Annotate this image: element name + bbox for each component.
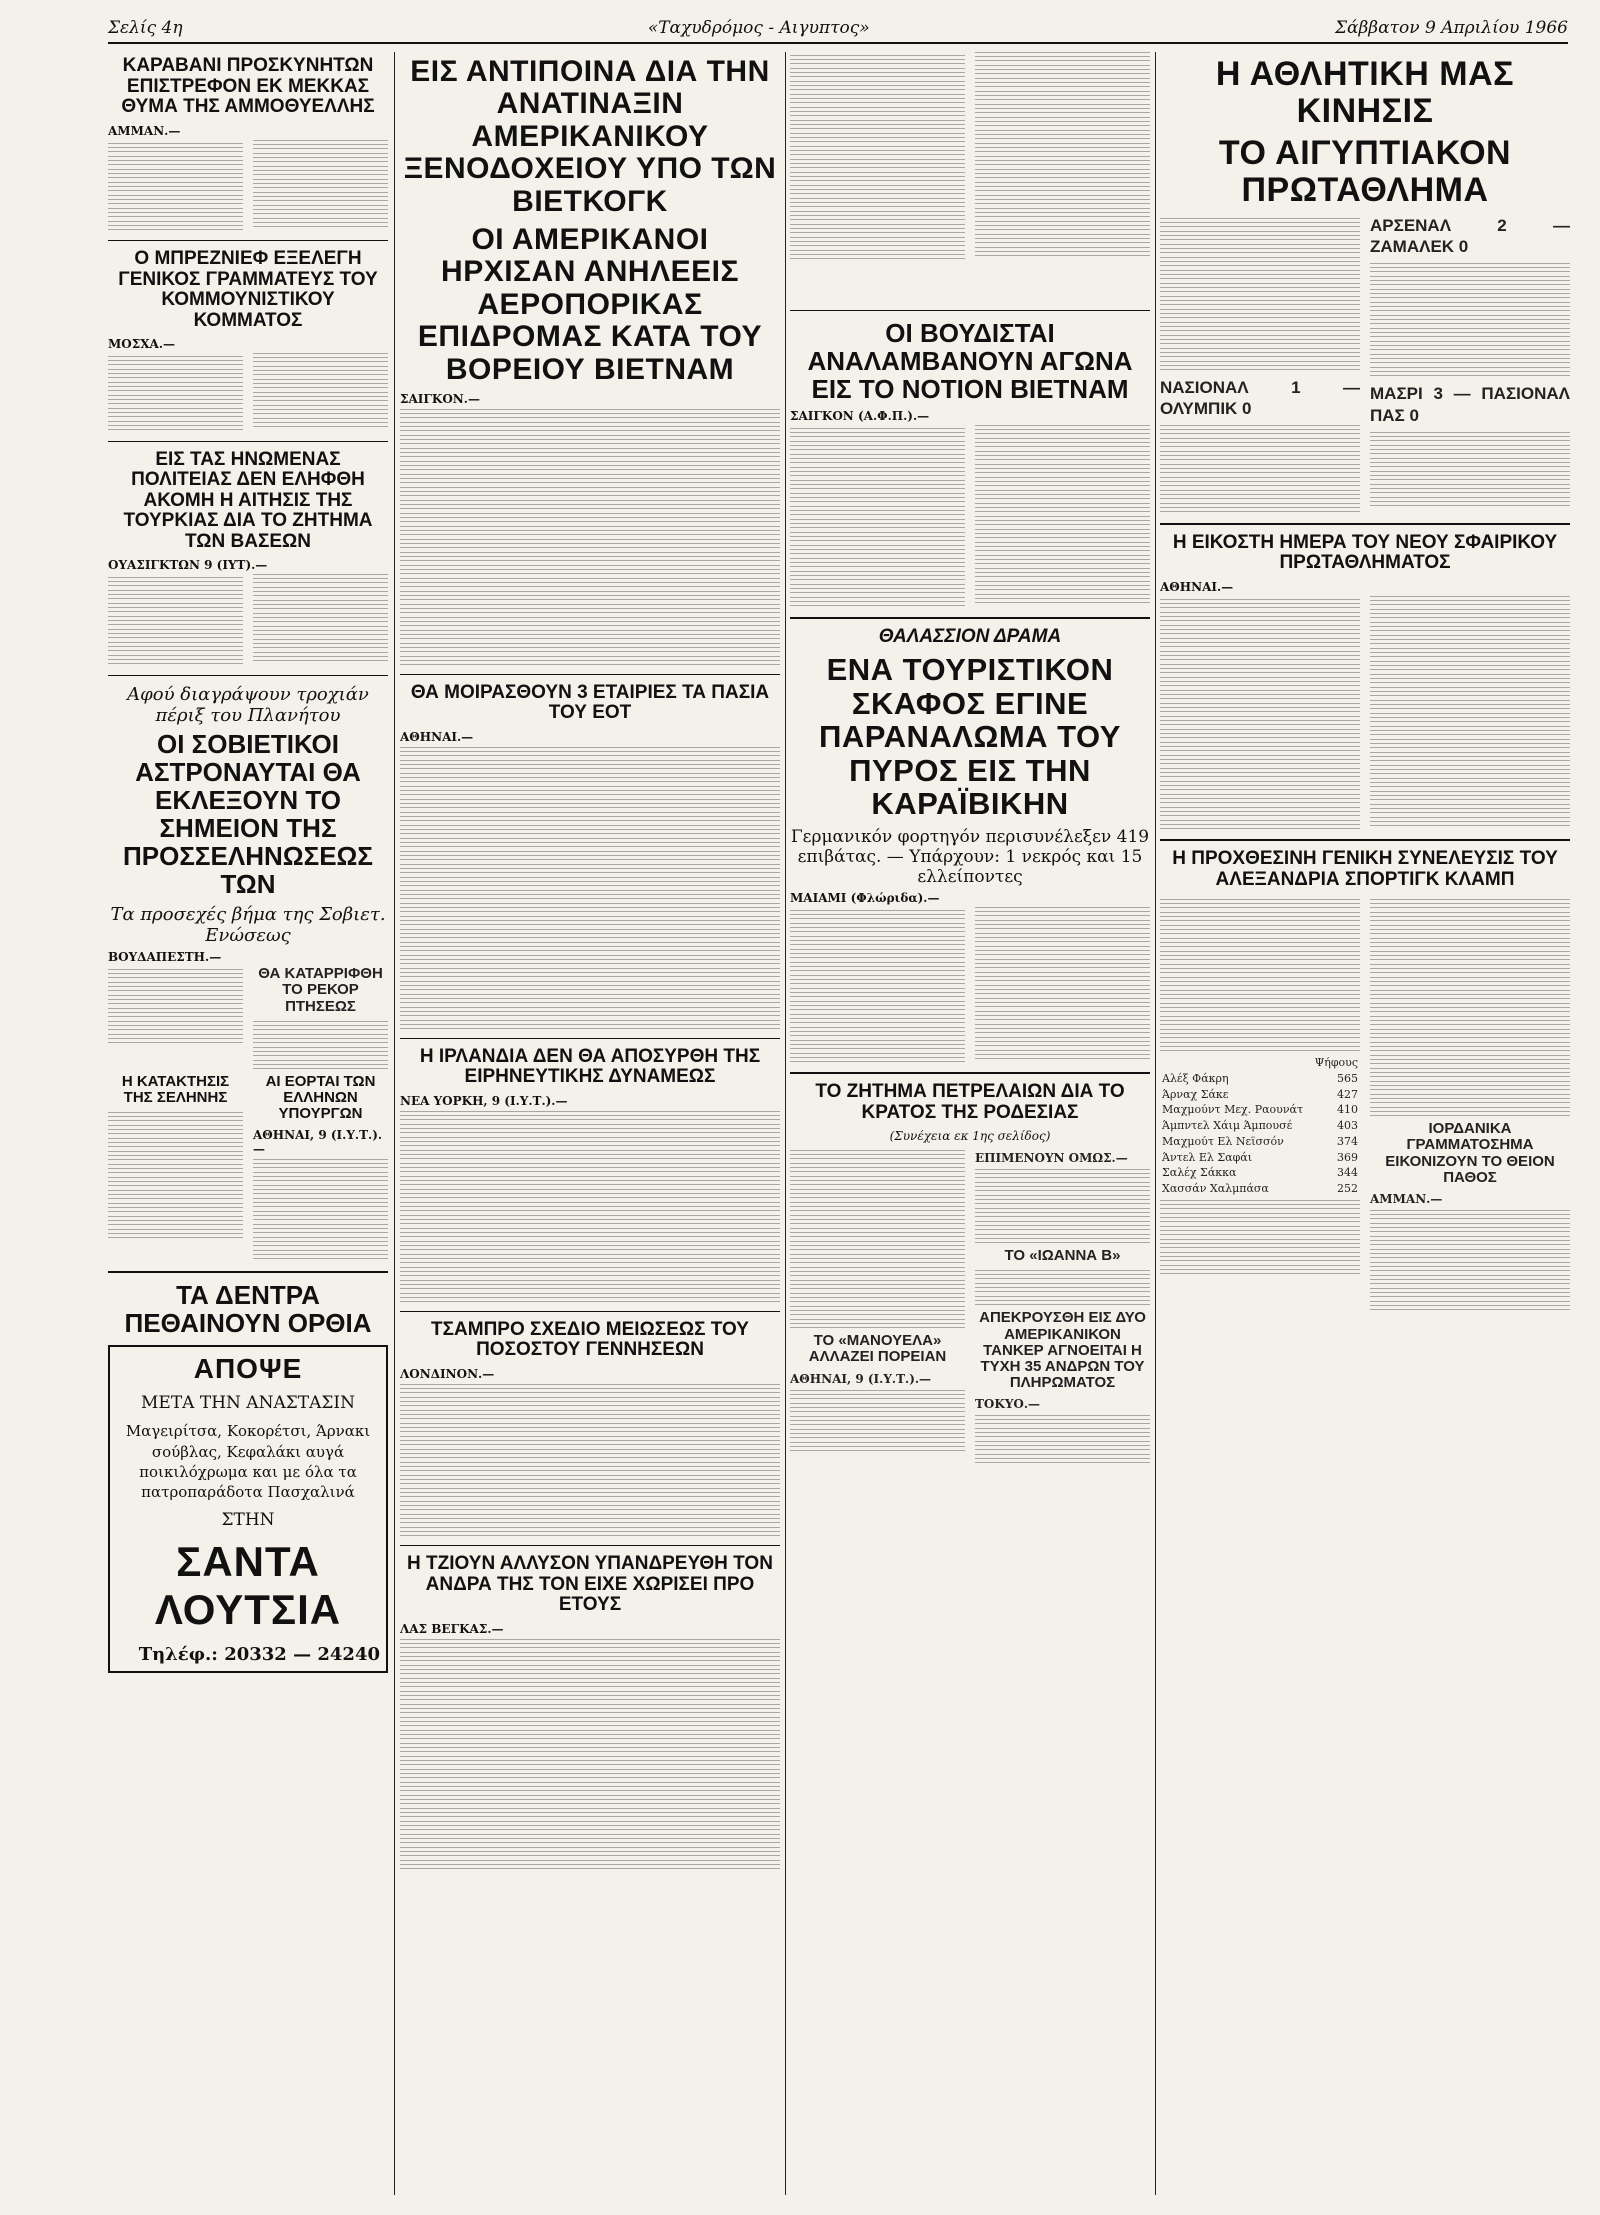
issue-date: Σάββατον 9 Απριλίου 1966	[1334, 18, 1568, 38]
dateline: ΛΟΝΔΙΝΟΝ.—	[400, 1367, 495, 1381]
article-body	[1160, 896, 1360, 1314]
small-headline: Η ΚΑΤΑΚΤΗΣΙΣ ΤΗΣ ΣΕΛΗΝΗΣ	[121, 1072, 230, 1106]
dateline: ΕΠΙΜΕΝΟΥΝ ΟΜΩΣ.—	[975, 1151, 1128, 1166]
dateline: ΑΘΗΝΑΙ.—	[1160, 579, 1234, 594]
article-body	[108, 574, 388, 667]
dateline: ΑΘΗΝΑΙ, 9 (Ι.Υ.Τ.).—	[253, 1128, 383, 1157]
article-body	[400, 1384, 780, 1537]
headline-turkey: ΕΙΣ ΤΑΣ ΗΝΩΜΕΝΑΣ ΠΟΛΙΤΕΙΑΣ ΔΕΝ ΕΛΗΦΘΗ ΑΚΟΜΗ Η ΑΙΤΗΣΙΣ ΤΗΣ ΤΟΥΡΚΙΑΣ ΔΙΑ ΤΟ ΖΗΤΗΜΑ ΤΩΝ ΒΑΣΕΩΝ	[123, 448, 373, 552]
table-row: Αλέξ Φάκρη 565	[1162, 1071, 1358, 1085]
small-headline: ΑΠΕΚΡΟΥΣΘΗ ΕΙΣ ΔΥΟ ΑΜΕΡΙΚΑΝΙΚΟΝ ΤΑΝΚΕΡ ΑΓΝΟΕΙΤΑΙ Η ΤΥΧΗ 35 ΑΝΔΡΩΝ ΤΟΥ ΠΛΗΡΩΜΑΤΟΣ	[979, 1309, 1146, 1392]
column-4	[1160, 52, 1570, 2195]
dateline: ΣΑΙΓΚΟΝ (Α.Φ.Π.).—	[790, 409, 930, 424]
headline-eot: ΘΑ ΜΟΙΡΑΣΘΟΥΝ 3 ΕΤΑΙΡΙΕΣ ΤΑ ΠΑΣΙΑ ΤΟΥ ΕΟΤ	[410, 681, 770, 724]
match-score: ΑΡΣΕΝΑΛ 2 — ΖΑΜΑΛΕΚ 0	[1370, 215, 1570, 257]
headline-sporting-club: Η ΠΡΟΧΘΕΣΙΝΗ ΓΕΝΙΚΗ ΣΥΝΕΛΕΥΣΙΣ ΤΟΥ ΑΛΕΞΑΝΔΡΙΑ ΣΠΟΡΤΙΓΚ ΚΛΑΜΠ	[1172, 848, 1558, 890]
headline-reprisals: ΕΙΣ ΑΝΤΙΠΟΙΝΑ ΔΙΑ ΤΗΝ ΑΝΑΤΙΝΑΞΙΝ ΑΜΕΡΙΚΑΝΙΚΟΥ ΞΕΝΟΔΟΧΕΙΟΥ ΥΠΟ ΤΩΝ ΒΙΕΤΚΟΓΚ	[403, 55, 777, 218]
table-row: Σαλέχ Σάκκα 344	[1162, 1166, 1358, 1180]
article-body	[790, 1147, 965, 1467]
table-row: Άντελ Ελ Σαφάι 369	[1162, 1150, 1358, 1164]
article-body	[108, 140, 388, 233]
small-headline: ΤΟ «ΙΩΑΝΝΑ Β»	[1004, 1247, 1121, 1265]
article-body	[108, 353, 388, 433]
subhead-astronauts: Τα προσεχές βήμα της Σοβιετ. Ενώσεως	[110, 904, 386, 947]
dateline: ΤΟΚΥΟ.—	[975, 1397, 1041, 1412]
votes-header: Ψήφους	[1314, 1056, 1358, 1070]
article-body	[400, 747, 780, 1030]
column-rule	[1155, 52, 1156, 2195]
ad-name: ΣΑΝΤΑ ΛΟΥΤΣΙΑ	[154, 1538, 342, 1634]
paper-name: «Ταχυδρόμος - Αιγυπτος»	[647, 18, 870, 38]
kicker-astronauts: Αφού διαγράψουν τροχιάν πέριξ του Πλανήτου	[127, 683, 369, 726]
headline-air-raids: ΟΙ ΑΜΕΡΙΚΑΝΟΙ ΗΡΧΙΣΑΝ ΑΝΗΛΕΕΙΣ ΑΕΡΟΠΟΡΙΚΑΣ ΕΠΙΔΡΟΜΑΣ ΚΑΤΑ ΤΟΥ ΒΟΡΕΙΟΥ ΒΙΕΤΝΑΜ	[417, 222, 763, 386]
dateline: ΑΘΗΝΑΙ.—	[400, 729, 474, 744]
ad-title: ΑΠΟΨΕ	[193, 1353, 303, 1385]
dateline: ΑΘΗΝΑΙ, 9 (Ι.Υ.Τ.).—	[790, 1371, 932, 1386]
subhead-ship-fire: Γερμανικόν φορτηγόν περισυνέλεξεν 419 επιβάτας. — Υπάρχουν: 1 νεκρός και 15 ελλείποντες	[790, 826, 1150, 887]
headline-rhodesia: ΤΟ ΖΗΤΗΜΑ ΠΕΤΡΕΛΑΙΩΝ ΔΙΑ ΤΟ ΚΡΑΤΟΣ ΤΗΣ ΡΟΔΕΣΙΑΣ	[815, 1081, 1125, 1123]
article-body	[790, 907, 1150, 1065]
article-body	[1370, 896, 1570, 1314]
article-body	[975, 1147, 1150, 1467]
article-body	[253, 1159, 388, 1260]
article-body	[400, 409, 780, 666]
headline-brezhnev: Ο ΜΠΡΕΖΝΙΕΦ ΕΞΕΛΕΓΗ ΓΕΝΙΚΟΣ ΓΡΑΜΜΑΤΕΥΣ ΤΟΥ ΚΟΜΜΟΥΝΙΣΤΙΚΟΥ ΚΟΜΜΑΤΟΣ	[118, 248, 378, 331]
table-row: Μαχμούντ Μεχ. Ραουνάτ 410	[1162, 1103, 1358, 1117]
small-headline: ΙΟΡΔΑΝΙΚΑ ΓΡΑΜΜΑΤΟΣΗΜΑ ΕΙΚΟΝΙΖΟΥΝ ΤΟ ΘΕΙΟΝ ΠΑΘΟΣ	[1385, 1120, 1555, 1186]
dateline: ΑΜΜΑΝ.—	[1370, 1191, 1443, 1206]
small-headline: ΑΙ ΕΟΡΤΑΙ ΤΩΝ ΕΛΛΗΝΩΝ ΥΠΟΥΡΓΩΝ	[265, 1072, 376, 1123]
dateline: ΛΑΣ ΒΕΓΚΑΣ.—	[400, 1621, 504, 1636]
table-row: Μαχμούτ Ελ Νεϊσσόν 374	[1162, 1134, 1358, 1148]
headline-june-allyson: Η ΤΖΙΟΥΝ ΑΛΛΥΣΟΝ ΥΠΑΝΔΡΕΥΘΗ ΤΟΝ ΑΝΔΡΑ ΤΗΣ ΤΟΝ ΕΙΧΕ ΧΩΡΙΣΕΙ ΠΡΟ ΕΤΟΥΣ	[407, 1553, 773, 1616]
match-score: ΜΑΣΡΙ 3 — ΠΑΣΙΟΝΑΛ ΠΑΣ 0	[1370, 384, 1570, 425]
article-body	[108, 966, 388, 1070]
dateline: ΟΥΑΣΙΓΚΤΩΝ 9 (ΙΥΤ).—	[108, 558, 268, 573]
kicker-sea-drama: ΘΑΛΑΣΣΙΟΝ ΔΡΑΜΑ	[878, 625, 1062, 647]
headline-sports: Η ΑΘΛΗΤΙΚΗ ΜΑΣ ΚΙΝΗΣΙΣ	[1215, 55, 1515, 130]
article-body	[1160, 215, 1570, 515]
column-rule	[785, 52, 786, 2195]
dateline: ΜΑΙΑΜΙ (Φλώριδα).—	[790, 890, 940, 905]
table-row: Χασσάν Χαλμπάσα 252	[1162, 1182, 1358, 1196]
article-body	[108, 1112, 243, 1239]
article-body	[790, 425, 1150, 609]
ad-line: Μαγειρίτσα, Κοκορέτσι, Άρνακι σούβλας, Κεφαλάκι αυγά ποικιλόχρωμα και με όλα τα πατροπαράδοτα Πασχαλινά	[125, 1422, 371, 1502]
column-1	[108, 52, 388, 2195]
headline-caravan: ΚΑΡΑΒΑΝΙ ΠΡΟΣΚΥΝΗΤΩΝ ΕΠΙΣΤΡΕΦΟΝ ΕΚ ΜΕΚΚΑΣ ΘΥΜΑ ΤΗΣ ΑΜΜΟΘΥΕΛΛΗΣ	[121, 55, 375, 118]
masthead	[108, 14, 1568, 44]
page-label: Σελίς 4η	[108, 18, 183, 38]
table-row: Άρναχ Σάκε 427	[1162, 1087, 1358, 1101]
headline-egyptian-league: ΤΟ ΑΙΓΥΠΤΙΑΚΟΝ ΠΡΩΤΑΘΛΗΜΑ	[1218, 134, 1512, 210]
dateline: ΑΜΜΑΝ.—	[108, 123, 181, 138]
headline-greek-league: Η ΕΙΚΟΣΤΗ ΗΜΕΡΑ ΤΟΥ ΝΕΟΥ ΣΦΑΙΡΙΚΟΥ ΠΡΩΤΑΘΛΗΜΑΤΟΣ	[1172, 531, 1558, 574]
article-body	[790, 52, 1150, 302]
column-rule	[394, 52, 395, 2195]
dateline: ΣΑΙΓΚΟΝ.—	[400, 391, 480, 406]
table-row: Άμπντελ Χάιμ Άμπουσέ 403	[1162, 1119, 1358, 1133]
dateline: ΒΟΥΔΑΠΕΣΤΗ.—	[108, 950, 222, 965]
match-score: ΝΑΣΙΟΝΑΛ 1 — ΟΛΥΜΠΙΚ 0	[1160, 377, 1360, 419]
column-3	[790, 52, 1150, 2195]
banner-trees: ΤΑ ΔΕΝΤΡΑ ΠΕΘΑΙΝΟΥΝ ΟΡΘΙΑ	[124, 1280, 372, 1339]
small-headline: ΤΟ «ΜΑΝΟΥΕΛΑ» ΑΛΛΑΖΕΙ ΠΟΡΕΙΑΝ	[808, 1332, 947, 1366]
article-body	[400, 1111, 780, 1303]
headline-buddhists: ΟΙ ΒΟΥΔΙΣΤΑΙ ΑΝΑΛΑΜΒΑΝΟΥΝ ΑΓΩΝΑ ΕΙΣ ΤΟ ΝΟΤΙΟΝ ΒΙΕΤΝΑΜ	[807, 318, 1133, 405]
advertisement	[108, 1345, 388, 1673]
small-headline: ΘΑ ΚΑΤΑΡΡΙΦΘΗ ΤΟ ΡΕΚΟΡ ΠΤΗΣΕΩΣ	[258, 965, 383, 1015]
subhead-rhodesia: (Συνέχεια εκ 1ης σελίδος)	[889, 1129, 1051, 1144]
headline-ship-fire: ΕΝΑ ΤΟΥΡΙΣΤΙΚΟΝ ΣΚΑΦΟΣ ΕΓΙΝΕ ΠΑΡΑΝΑΛΩΜΑ ΤΟΥ ΠΥΡΟΣ ΕΙΣ ΤΗΝ ΚΑΡΑΪΒΙΚΗΝ	[819, 652, 1121, 822]
dateline: ΝΕΑ ΥΟΡΚΗ, 9 (Ι.Υ.Τ.).—	[400, 1093, 568, 1108]
article-body	[400, 1639, 780, 1870]
headline-astronauts: ΟΙ ΣΟΒΙΕΤΙΚΟΙ ΑΣΤΡΟΝΑΥΤΑΙ ΘΑ ΕΚΛΕΞΟΥΝ ΤΟ ΣΗΜΕΙΟΝ ΤΗΣ ΠΡΟΣΣΕΛΗΝΩΣΕΩΣ ΤΩΝ	[122, 728, 374, 900]
dateline: ΜΟΣΧΑ.—	[108, 337, 176, 352]
article-body	[1160, 596, 1570, 832]
ad-line: ΣΤΗΝ	[221, 1510, 275, 1531]
headline-ireland: Η ΙΡΛΑΝΔΙΑ ΔΕΝ ΘΑ ΑΠΟΣΥΡΘΗ ΤΗΣ ΕΙΡΗΝΕΥΤΙΚΗΣ ΔΥΝΑΜΕΩΣ	[419, 1045, 761, 1088]
ad-line: ΜΕΤΑ ΤΗΝ ΑΝΑΣΤΑΣΙΝ	[141, 1393, 355, 1414]
ad-phone: Τηλέφ.: 20332 — 24240	[138, 1644, 380, 1666]
headline-births: ΤΣΑΜΠΡΟ ΣΧΕΔΙΟ ΜΕΙΩΣΕΩΣ ΤΟΥ ΠΟΣΟΣΤΟΥ ΓΕΝΝΗΣΕΩΝ	[431, 1318, 749, 1361]
column-2	[400, 52, 780, 2195]
votes-table	[1160, 1055, 1360, 1197]
